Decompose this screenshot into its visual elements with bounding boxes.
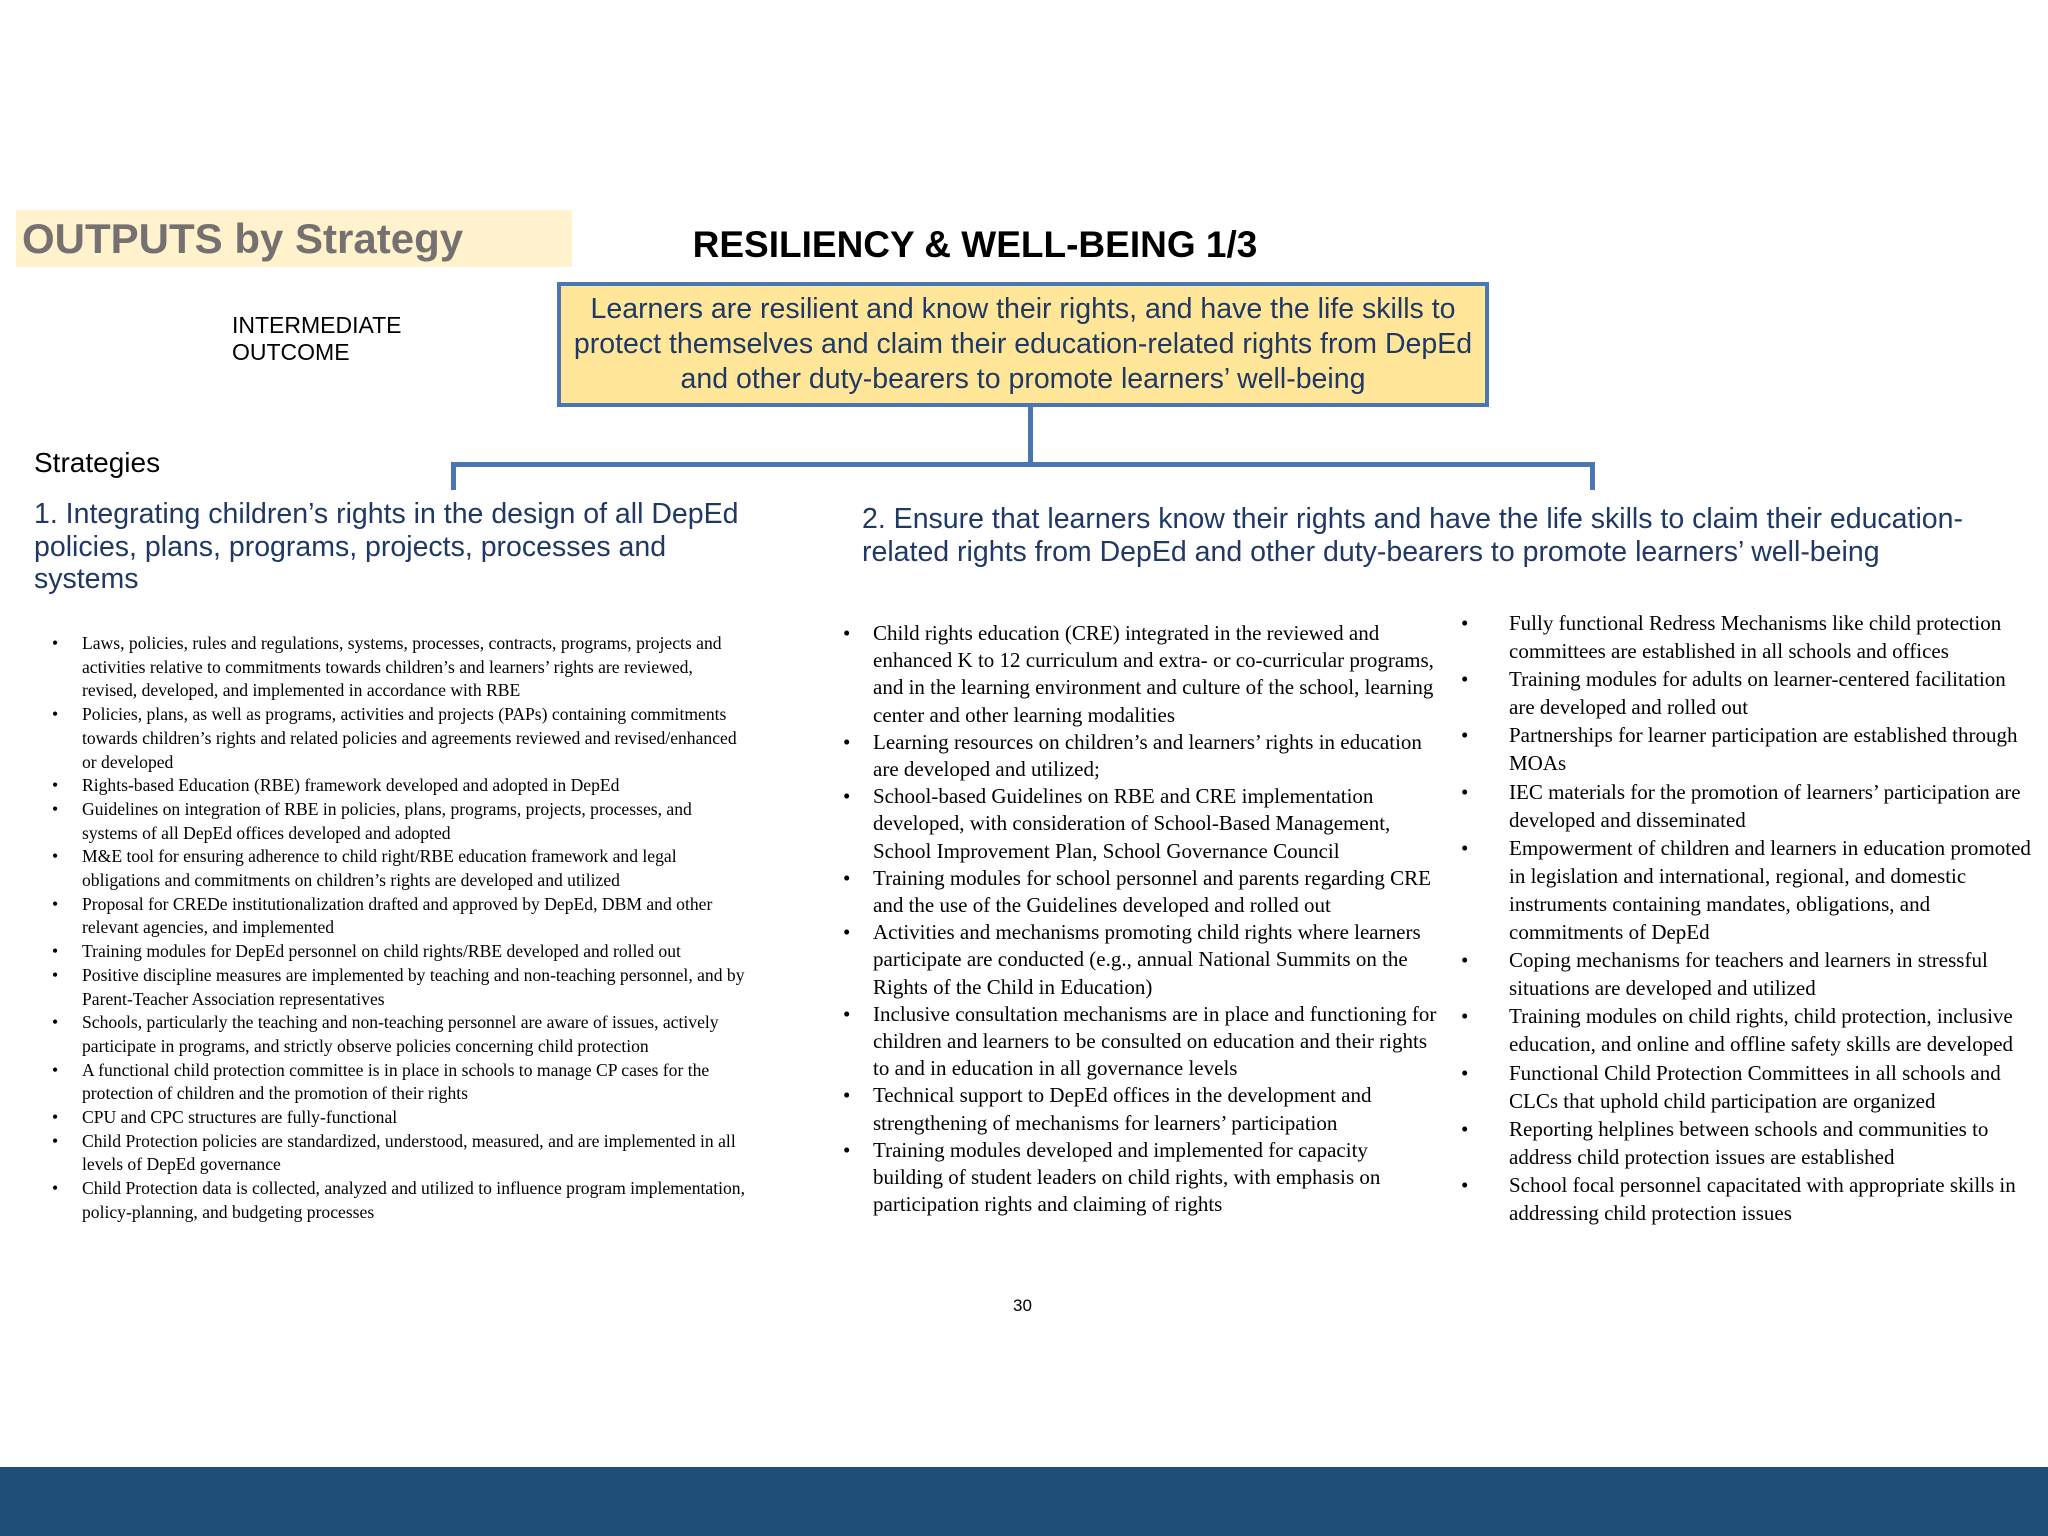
strategy-2-outputs-list-col2: [1456, 609, 2036, 1227]
list-item: • School-based Guidelines on RBE and CRE implementation developed, with consideration of School-Based Management, School Improvement Plan, School Governance Council: [838, 783, 1438, 865]
intermediate-outcome-label: [232, 312, 402, 366]
strategy-1-outputs-list: [50, 632, 750, 1225]
strategy-2-outputs-list-col1: [838, 620, 1438, 1218]
list-item: • Child Protection policies are standardized, understood, measured, and are implemented in all levels of DepEd governance: [50, 1130, 750, 1177]
intermediate-outcome-text: Learners are resilient and know their rights, and have the life skills to protect themselves and claim their education-related rights from DepEd and other duty-bearers to promote learners’ well-being: [573, 293, 1473, 395]
slide-title: RESILIENCY & WELL-BEING 1/3: [692, 224, 1258, 265]
list-item: • Training modules for adults on learner-centered facilitation are developed and rolled out: [1456, 665, 2036, 721]
list-item: • Guidelines on integration of RBE in policies, plans, programs, projects, processes, and systems of all DepEd offices developed and adopted: [50, 798, 750, 845]
list-item: • M&E tool for ensuring adherence to child right/RBE education framework and legal obligations and commitments on children’s rights are developed and utilized: [50, 845, 750, 892]
connector-drop-right: [1590, 462, 1595, 490]
list-item: • Functional Child Protection Committees in all schools and CLCs that uphold child participation are organized: [1456, 1059, 2036, 1115]
list-item: • Coping mechanisms for teachers and learners in stressful situations are developed and utilized: [1456, 946, 2036, 1002]
connector-horizontal: [451, 462, 1595, 467]
list-item: • Child rights education (CRE) integrated in the reviewed and enhanced K to 12 curriculum and extra- or co-curricular programs, and in the learning environment and culture of the school, learning center and other learning modalities: [838, 620, 1438, 729]
list-item: • Policies, plans, as well as programs, activities and projects (PAPs) containing commitments towards children’s rights and related policies and agreements reviewed and revised/enhanced or developed: [50, 703, 750, 774]
list-item: • Rights-based Education (RBE) framework developed and adopted in DepEd: [50, 774, 750, 798]
section-tag: OUTPUTS by Strategy: [16, 210, 572, 267]
footer-bar: [0, 1467, 2048, 1536]
list-item: • Laws, policies, rules and regulations, systems, processes, contracts, programs, projects and activities relative to commitments towards children’s and learners’ rights are reviewed, revised, developed, and implemented in accordance with RBE: [50, 632, 750, 703]
list-item: • IEC materials for the promotion of learners’ participation are developed and disseminated: [1456, 778, 2036, 834]
list-item: • Activities and mechanisms promoting child rights where learners participate are conducted (e.g., annual National Summits on the Rights of the Child in Education): [838, 919, 1438, 1001]
intermediate-outcome-label-line1: INTERMEDIATE: [232, 312, 402, 338]
list-item: • Learning resources on children’s and learners’ rights in education are developed and utilized;: [838, 729, 1438, 783]
list-item: • Training modules developed and implemented for capacity building of student leaders on child rights, with emphasis on participation rights and claiming of rights: [838, 1137, 1438, 1219]
list-item: • School focal personnel capacitated with appropriate skills in addressing child protection issues: [1456, 1171, 2036, 1227]
strategy-2-heading: 2. Ensure that learners know their rights and have the life skills to claim their education-related rights from DepEd and other duty-bearers to promote learners’ well-being: [862, 503, 1963, 568]
intermediate-outcome-box: [557, 282, 1489, 407]
list-item: • Partnerships for learner participation are established through MOAs: [1456, 721, 2036, 777]
list-item: • Technical support to DepEd offices in the development and strengthening of mechanisms for learners’ participation: [838, 1082, 1438, 1136]
list-item: • A functional child protection committee is in place in schools to manage CP cases for the protection of children and the promotion of their rights: [50, 1059, 750, 1106]
list-item: • Training modules for school personnel and parents regarding CRE and the use of the Guidelines developed and rolled out: [838, 865, 1438, 919]
list-item: • Empowerment of children and learners in education promoted in legislation and international, regional, and domestic instruments containing mandates, obligations, and commitments of DepEd: [1456, 834, 2036, 946]
list-item: • Child Protection data is collected, analyzed and utilized to influence program implementation, policy-planning, and budgeting processes: [50, 1177, 750, 1224]
list-item: • Schools, particularly the teaching and non-teaching personnel are aware of issues, actively participate in programs, and strictly observe policies concerning child protection: [50, 1011, 750, 1058]
list-item: • Proposal for CREDe institutionalization drafted and approved by DepEd, DBM and other relevant agencies, and implemented: [50, 893, 750, 940]
page-number: 30: [1013, 1296, 1032, 1315]
list-item: • Training modules on child rights, child protection, inclusive education, and online and offline safety skills are developed: [1456, 1002, 2036, 1058]
strategies-label: Strategies: [34, 447, 161, 478]
intermediate-outcome-label-line2: OUTCOME: [232, 339, 350, 365]
connector-drop-left: [451, 462, 456, 490]
list-item: • Training modules for DepEd personnel on child rights/RBE developed and rolled out: [50, 940, 750, 964]
connector-vertical-main: [1028, 407, 1033, 463]
list-item: • Positive discipline measures are implemented by teaching and non-teaching personnel, and by Parent-Teacher Association representatives: [50, 964, 750, 1011]
list-item: • Inclusive consultation mechanisms are in place and functioning for children and learners to be consulted on education and their rights to and in education in all governance levels: [838, 1001, 1438, 1083]
strategy-1-heading: 1. Integrating children’s rights in the design of all DepEd policies, plans, programs, projects, processes and systems: [34, 498, 739, 595]
list-item: • CPU and CPC structures are fully-functional: [50, 1106, 750, 1130]
list-item: • Fully functional Redress Mechanisms like child protection committees are established in all schools and offices: [1456, 609, 2036, 665]
list-item: • Reporting helplines between schools and communities to address child protection issues are established: [1456, 1115, 2036, 1171]
